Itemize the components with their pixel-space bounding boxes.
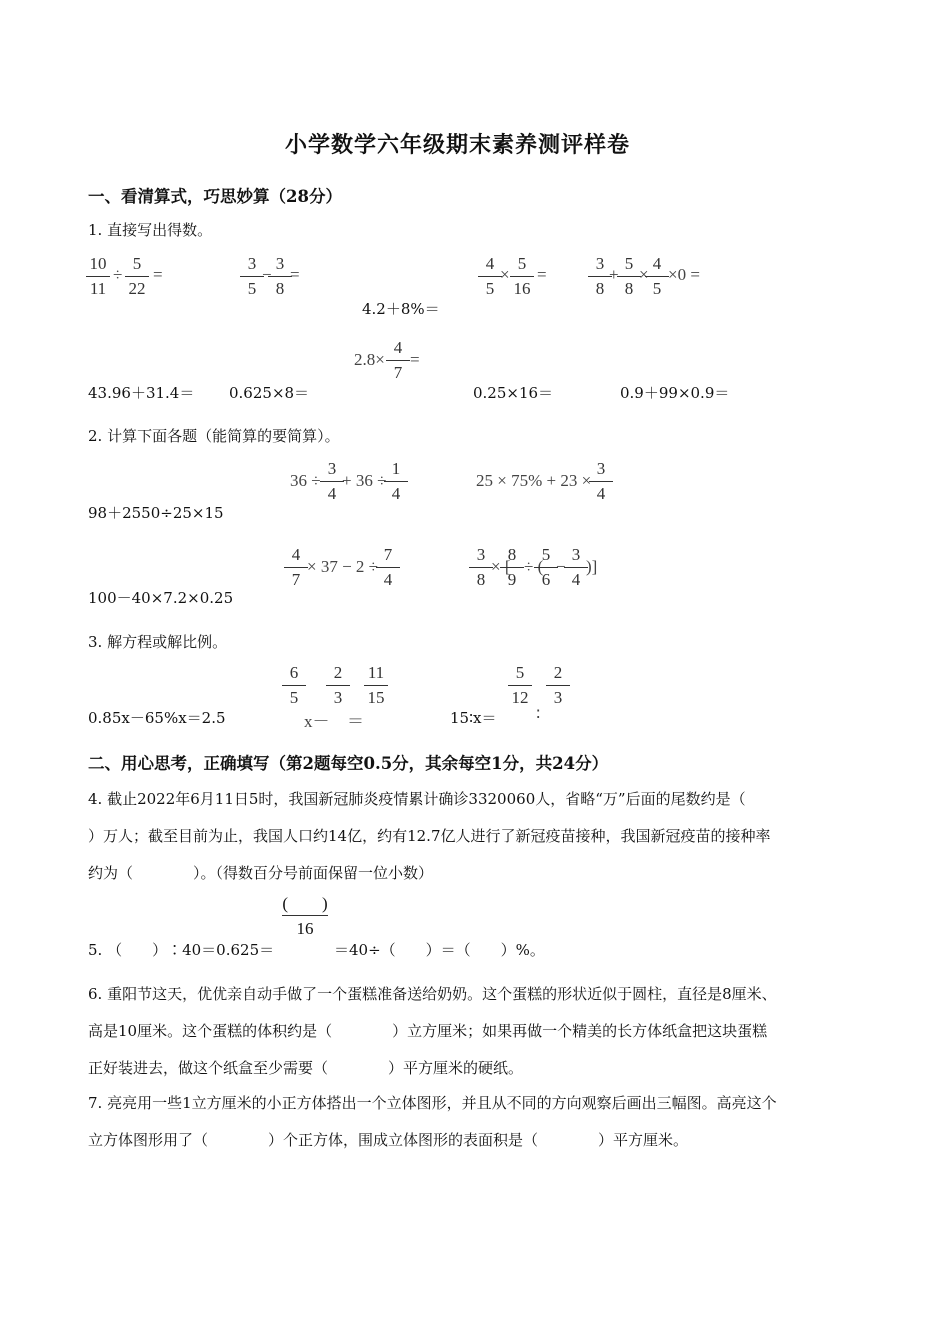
fraction: 4 5 [478, 254, 502, 299]
operator: × 37 − 2 ÷ [307, 557, 379, 576]
operator: )] [586, 557, 598, 576]
fraction: 5 12 [508, 663, 532, 708]
equals: = [153, 265, 163, 284]
fraction: 8 9 [500, 545, 524, 590]
fraction: 10 11 [86, 254, 110, 299]
operator: ÷ ( [524, 557, 544, 576]
operator: 25 × 75% + 23 × [476, 471, 592, 490]
q2-label: 2. 计算下面各题（能简算的要简算）。 [88, 427, 340, 445]
fraction: 3 4 [564, 545, 588, 590]
fraction: 3 8 [469, 545, 493, 590]
operator: + [609, 265, 619, 284]
operator: x－ [304, 712, 330, 731]
operator: + 36 ÷ [342, 471, 387, 490]
operator: ÷ [113, 265, 123, 284]
operator: × [ [491, 557, 511, 576]
q3-expr1: 0.85x－65%x＝2.5 [88, 709, 226, 727]
operator: − [556, 557, 566, 576]
fraction: 4 5 [645, 254, 669, 299]
page-title: 小学数学六年级期末素养测评样卷 [285, 132, 631, 158]
q6-line2: 高是10厘米。这个蛋糕的体积约是（ ）立方厘米；如果再做一个精美的长方体纸盒把这块蛋糕 [88, 1022, 768, 1040]
fraction: 2 3 [546, 663, 570, 708]
operator: × [639, 265, 649, 284]
q2-expr3: 98＋2550÷25×15 [88, 504, 224, 522]
q1-expr3: 4.2＋8%＝ [362, 300, 440, 318]
operator: 2.8× [354, 350, 385, 369]
fraction: 5 8 [617, 254, 641, 299]
q1-expr10: 0.9＋99×0.9＝ [620, 384, 730, 402]
fraction: 4 7 [284, 545, 308, 590]
fraction: 5 16 [510, 254, 534, 299]
q7-line1: 7. 亮亮用一些1立方厘米的小正方体搭出一个立体图形，并且从不同的方向观察后画出三幅图。高亮这个 [88, 1094, 777, 1112]
fraction: 5 6 [534, 545, 558, 590]
q5-post: ＝40÷（ ）＝（ ）%。 [334, 941, 545, 959]
fraction: 11 15 [364, 663, 388, 708]
q4-line1: 4. 截止2022年6月11日5时，我国新冠肺炎疫情累计确诊3320060人，省略“万”后面的尾数约是（ [88, 790, 746, 808]
q4-line2: ）万人；截至目前为止，我国人口约14亿，约有12.7亿人进行了新冠疫苗接种，我国新冠疫苗的接种率 [88, 827, 771, 845]
fraction: 4 7 [386, 338, 410, 383]
operator: − [262, 265, 272, 284]
operator: 15∶x＝ [450, 709, 497, 727]
equals: = [290, 265, 300, 284]
fraction: 3 4 [589, 459, 613, 504]
fraction: 1 4 [384, 459, 408, 504]
operator: 36 ÷ [290, 471, 321, 490]
fraction: ( ) 16 [282, 894, 328, 938]
section-2-heading: 二、用心思考，正确填写（第2题每空0.5分，其余每空1分，共24分） [88, 754, 609, 773]
q1-expr8: 0.625×8＝ [229, 384, 310, 402]
fraction: 3 8 [268, 254, 292, 299]
equals: = [410, 350, 420, 369]
q3-label: 3. 解方程或解比例。 [88, 633, 228, 651]
q5-pre: 5. （ ）∶40＝0.625＝ [88, 941, 275, 959]
equals: ＝ [347, 712, 364, 731]
fraction: 6 5 [282, 663, 306, 708]
fraction: 3 4 [320, 459, 344, 504]
q6-line3: 正好装进去，做这个纸盒至少需要（ ）平方厘米的硬纸。 [88, 1059, 524, 1077]
fraction: 2 3 [326, 663, 350, 708]
q7-line2: 立方体图形用了（ ）个正方体，围成立体图形的表面积是（ ）平方厘米。 [88, 1131, 689, 1149]
fraction: 5 22 [125, 254, 149, 299]
fraction: 7 4 [376, 545, 400, 590]
operator: × [500, 265, 510, 284]
fraction: 3 5 [240, 254, 264, 299]
operator: ×0 = [668, 265, 700, 284]
q1-expr9: 0.25×16＝ [473, 384, 554, 402]
q2-expr6: 100－40×7.2×0.25 [88, 589, 234, 607]
q6-line1: 6. 重阳节这天，优优亲自动手做了一个蛋糕准备送给奶奶。这个蛋糕的形状近似于圆柱，直径是8厘米、 [88, 985, 777, 1003]
equals: = [537, 265, 547, 284]
q1-label: 1. 直接写出得数。 [88, 221, 213, 239]
operator: ∶ [536, 705, 541, 724]
q4-line3: 约为（ ）。（得数百分号前面保留一位小数） [88, 864, 434, 882]
fraction: 3 8 [588, 254, 612, 299]
q1-expr7: 43.96＋31.4＝ [88, 384, 195, 402]
section-1-heading: 一、看清算式，巧思妙算（28分） [88, 187, 342, 206]
